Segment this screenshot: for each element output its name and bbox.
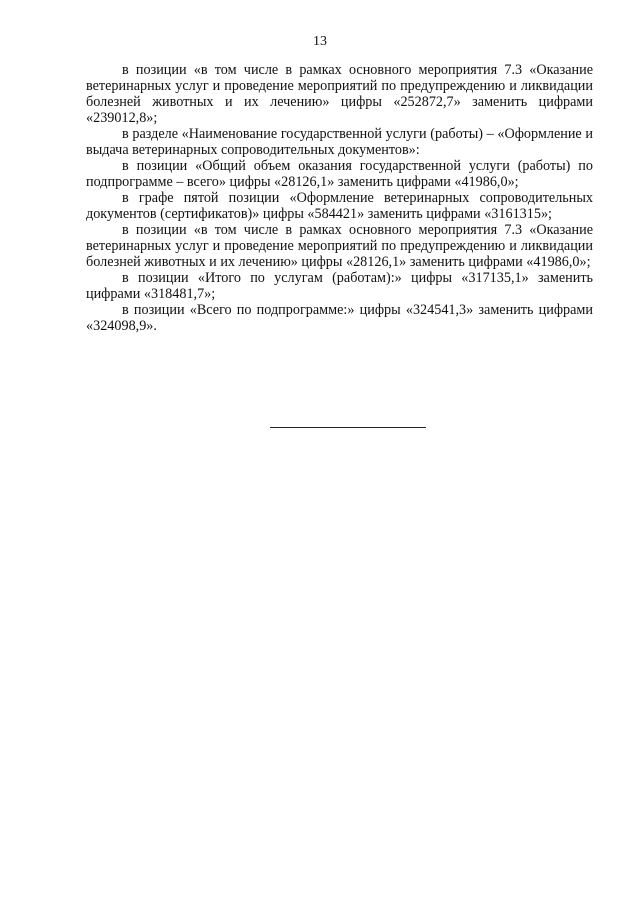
document-body <box>86 62 593 334</box>
paragraph-7: в позиции «Всего по подпрограмме:» цифры «324541,3» заменить цифрами «324098,9». <box>86 302 593 334</box>
paragraph-2: в разделе «Наименование государственной услуги (работы) – «Оформление и выдача ветеринарных сопроводительных документов»: <box>86 126 593 158</box>
paragraph-3: в позиции «Общий объем оказания государственной услуги (работы) по подпрограмме – всего» цифры «28126,1» заменить цифрами «41986,0»; <box>86 158 593 190</box>
page-number: 13 <box>313 34 327 49</box>
end-of-text-rule <box>270 427 426 428</box>
paragraph-6: в позиции «Итого по услугам (работам):» цифры «317135,1» заменить цифрами «318481,7»; <box>86 270 593 302</box>
paragraph-4: в графе пятой позиции «Оформление ветеринарных сопроводительных документов (сертификатов)» цифры «584421» заменить цифрами «3161315»; <box>86 190 593 222</box>
paragraph-5: в позиции «в том числе в рамках основного мероприятия 7.3 «Оказание ветеринарных услуг и проведение мероприятий по предупреждению и ликвидации болезней животных и их лечению» цифры «28126,1» заменить цифрами «41986,0»; <box>86 222 593 270</box>
paragraph-1: в позиции «в том числе в рамках основного мероприятия 7.3 «Оказание ветеринарных услуг и проведение мероприятий по предупреждению и ликвидации болезней животных и их лечению» цифры «252872,7» заменить цифрами «239012,8»; <box>86 62 593 126</box>
